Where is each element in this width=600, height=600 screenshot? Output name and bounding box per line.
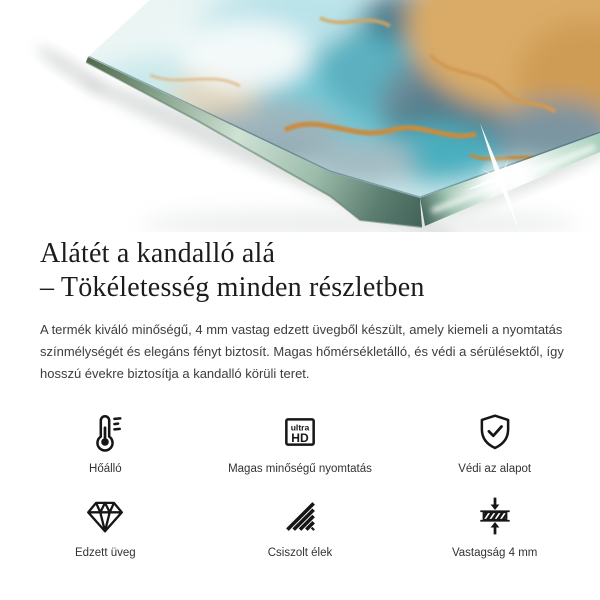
description-line: hosszú évekre biztosítja a kandalló körüli teret. xyxy=(40,366,310,381)
title-line-2: – Tökéletesség minden részletben xyxy=(40,272,425,303)
description-line: A termék kiváló minőségű, 4 mm vastag edzett üvegből készült, amely kiemeli a nyomtatás xyxy=(40,322,563,337)
title-line-1: Alátét a kandalló alá xyxy=(40,238,276,269)
feature-base-protection xyxy=(397,409,592,475)
diamond-icon xyxy=(84,493,126,539)
feature-label: Edzett üveg xyxy=(74,547,136,559)
feature-print-quality xyxy=(203,409,398,475)
feature-heat-resistant xyxy=(8,409,203,475)
features-grid xyxy=(8,409,592,559)
feature-thickness xyxy=(397,493,592,559)
page-title xyxy=(40,237,560,305)
glass-panel-illustration xyxy=(0,0,600,232)
feature-label: Hőálló xyxy=(89,463,122,475)
thermometer-icon xyxy=(84,409,126,455)
ultra-hd-icon-text-bottom: HD xyxy=(291,430,309,445)
ultra-hd-icon xyxy=(279,409,321,455)
feature-label: Magas minőségű nyomtatás xyxy=(228,463,372,475)
product-description xyxy=(40,319,564,385)
shield-check-icon xyxy=(474,409,516,455)
feature-label: Védi az alapot xyxy=(458,463,532,475)
polished-edges-icon xyxy=(279,493,321,539)
feature-polished-edges xyxy=(203,493,398,559)
thickness-arrows-icon xyxy=(474,493,516,539)
feature-tempered-glass xyxy=(8,493,203,559)
description-line: színmélységét és elegáns fényt biztosít. Magas hőmérsékletálló, és védi a sérülésektől, így xyxy=(40,344,564,359)
feature-label: Csiszolt élek xyxy=(267,547,333,559)
product-photo xyxy=(0,0,600,232)
feature-label: Vastagság 4 mm xyxy=(451,547,538,559)
ultra-hd-icon-text-top: ultra xyxy=(290,422,310,433)
